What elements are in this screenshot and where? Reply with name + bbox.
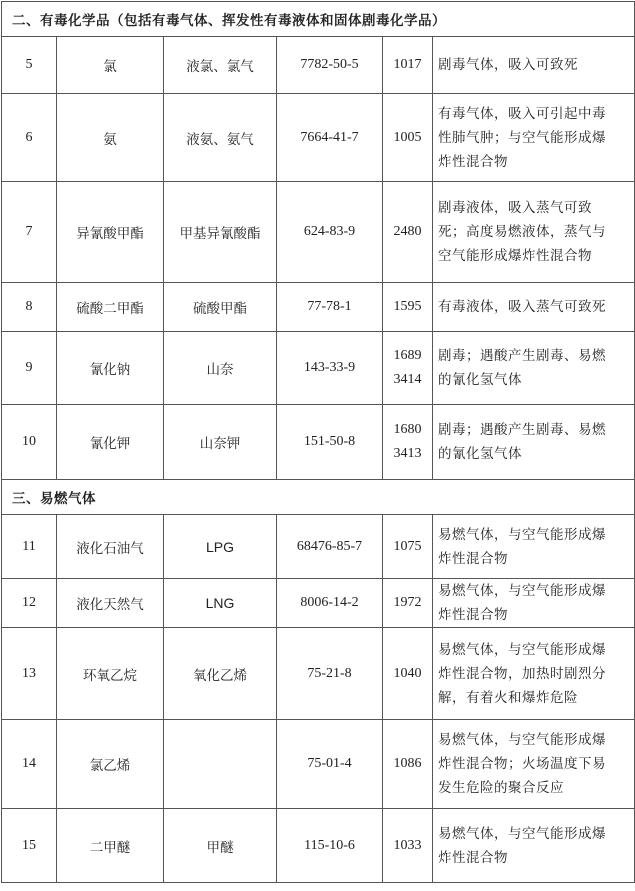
chemical-alias: 液氯、氯气 — [164, 37, 277, 94]
hazard-line: 易燃气体，与空气能形成爆 — [438, 641, 606, 658]
un-number-line: 1086 — [393, 756, 422, 771]
un-number — [383, 283, 433, 332]
un-number — [383, 405, 433, 480]
un-number-line: 1689 — [393, 348, 422, 363]
cas-number: 624-83-9 — [277, 182, 383, 283]
un-number — [383, 628, 433, 720]
row-number: 14 — [2, 720, 57, 809]
table-row — [2, 332, 635, 405]
section-header-row — [2, 2, 635, 37]
hazard-description — [433, 94, 635, 182]
un-number-line: 1005 — [393, 129, 422, 145]
hazard-description — [433, 283, 635, 332]
cas-number: 151-50-8 — [277, 405, 383, 480]
un-number-line: 1040 — [393, 665, 422, 681]
chemical-name: 异氰酸甲酯 — [57, 182, 164, 283]
chemical-name: 氨 — [57, 94, 164, 182]
hazard-description — [433, 182, 635, 283]
hazard-line: 易燃气体，与空气能形成爆 — [438, 583, 606, 599]
row-number: 13 — [2, 628, 57, 720]
chemical-name: 环氧乙烷 — [57, 628, 164, 720]
hazard-line: 易燃气体，与空气能形成爆 — [438, 526, 606, 543]
chemical-alias: 甲基异氰酸酯 — [164, 182, 277, 283]
hazard-line: 炸性混合物 — [438, 849, 508, 866]
un-number — [383, 515, 433, 579]
hazard-line: 炸性混合物 — [438, 153, 508, 170]
chemical-name: 硫酸二甲酯 — [57, 283, 164, 332]
table-row — [2, 809, 635, 883]
chemical-name: 氰化钾 — [57, 405, 164, 480]
chemical-name: 氰化钠 — [57, 332, 164, 405]
chemical-name: 液化天然气 — [57, 579, 164, 628]
chemical-alias: 甲醚 — [164, 809, 277, 883]
un-number-line: 1972 — [393, 595, 422, 610]
table-row — [2, 720, 635, 809]
cas-number: 115-10-6 — [277, 809, 383, 883]
row-number: 5 — [2, 37, 57, 94]
cas-number: 75-01-4 — [277, 720, 383, 809]
hazard-description — [433, 579, 635, 628]
hazard-line: 有毒气体，吸入可引起中毒 — [438, 105, 606, 122]
un-number-line: 1017 — [393, 57, 422, 72]
row-number: 15 — [2, 809, 57, 883]
un-number-line: 1595 — [393, 299, 422, 314]
table-row — [2, 405, 635, 480]
hazard-description — [433, 628, 635, 720]
cas-number: 68476-85-7 — [277, 515, 383, 579]
row-number: 7 — [2, 182, 57, 283]
chemical-alias: 山奈 — [164, 332, 277, 405]
hazard-description — [433, 332, 635, 405]
row-number: 9 — [2, 332, 57, 405]
chemical-alias: 山奈钾 — [164, 405, 277, 480]
un-number — [383, 809, 433, 883]
chemical-name: 二甲醚 — [57, 809, 164, 883]
un-number — [383, 94, 433, 182]
cas-number: 75-21-8 — [277, 628, 383, 720]
row-number: 6 — [2, 94, 57, 182]
un-number — [383, 332, 433, 405]
chemical-name: 氯乙烯 — [57, 720, 164, 809]
un-number-line: 1033 — [393, 837, 422, 853]
hazardous-chemicals-table — [1, 1, 635, 883]
hazard-line: 剧毒气体，吸入可致死 — [438, 57, 578, 73]
un-number — [383, 37, 433, 94]
row-number: 10 — [2, 405, 57, 480]
table-row — [2, 283, 635, 332]
hazard-line: 炸性混合物；火场温度下易 — [438, 756, 606, 772]
section-title: 二、有毒化学品（包括有毒气体、挥发性有毒液体和固体剧毒化学品） — [2, 2, 635, 37]
un-number — [383, 720, 433, 809]
hazard-line: 炸性混合物，加热时剧烈分 — [438, 665, 606, 682]
hazard-line: 空气能形成爆炸性混合物 — [438, 248, 592, 264]
table-row — [2, 37, 635, 94]
hazard-line: 解，有着火和爆炸危险 — [438, 689, 578, 706]
cas-number: 8006-14-2 — [277, 579, 383, 628]
cas-number: 7782-50-5 — [277, 37, 383, 94]
un-number-line: 1075 — [393, 538, 422, 554]
table-row — [2, 579, 635, 628]
hazard-line: 的氰化氢气体 — [438, 372, 522, 388]
chemical-name: 液化石油气 — [57, 515, 164, 579]
chemical-alias: 液氨、氨气 — [164, 94, 277, 182]
chemical-alias: LNG — [164, 579, 277, 628]
hazard-line: 剧毒；遇酸产生剧毒、易燃 — [438, 422, 606, 438]
hazard-line: 性肺气肿；与空气能形成爆 — [438, 129, 606, 146]
cas-number: 77-78-1 — [277, 283, 383, 332]
hazard-line: 死；高度易燃液体，蒸气与 — [438, 224, 606, 240]
hazard-line: 的氰化氢气体 — [438, 446, 522, 462]
hazard-line: 炸性混合物 — [438, 607, 508, 623]
table-row — [2, 94, 635, 182]
chemical-alias: 氧化乙烯 — [164, 628, 277, 720]
hazard-description — [433, 37, 635, 94]
table-row — [2, 515, 635, 579]
hazard-line: 易燃气体，与空气能形成爆 — [438, 825, 606, 842]
hazard-line: 炸性混合物 — [438, 550, 508, 567]
cas-number: 143-33-9 — [277, 332, 383, 405]
hazard-line: 剧毒液体，吸入蒸气可致 — [438, 200, 592, 216]
un-number-line: 3414 — [393, 372, 422, 387]
row-number: 8 — [2, 283, 57, 332]
hazard-line: 发生危险的聚合反应 — [438, 780, 564, 796]
hazard-description — [433, 720, 635, 809]
un-number-line: 2480 — [393, 224, 422, 239]
hazard-description — [433, 809, 635, 883]
un-number-line: 1680 — [393, 422, 422, 437]
row-number: 11 — [2, 515, 57, 579]
un-number — [383, 182, 433, 283]
table-row — [2, 628, 635, 720]
cas-number: 7664-41-7 — [277, 94, 383, 182]
hazard-description — [433, 405, 635, 480]
row-number: 12 — [2, 579, 57, 628]
section-title: 三、易燃气体 — [2, 480, 635, 515]
chemical-alias: 硫酸甲酯 — [164, 283, 277, 332]
hazard-description — [433, 515, 635, 579]
hazard-line: 易燃气体，与空气能形成爆 — [438, 732, 606, 748]
hazard-line: 有毒液体，吸入蒸气可致死 — [438, 299, 606, 315]
hazard-line: 剧毒；遇酸产生剧毒、易燃 — [438, 348, 606, 364]
section-header-row — [2, 480, 635, 515]
chemical-alias: LPG — [164, 515, 277, 579]
un-number-line: 3413 — [393, 446, 422, 461]
chemical-alias — [164, 720, 277, 809]
table-row — [2, 182, 635, 283]
chemical-name: 氯 — [57, 37, 164, 94]
un-number — [383, 579, 433, 628]
